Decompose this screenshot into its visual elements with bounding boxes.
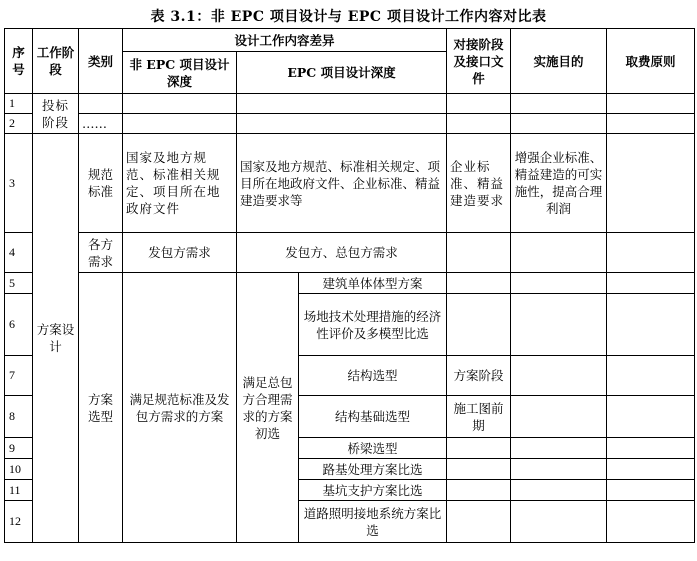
epc-scheme-item: 场地技术处理措施的经济性评价及多模型比选 xyxy=(299,294,447,356)
header-category: 类别 xyxy=(79,29,123,94)
empty-cell xyxy=(447,294,511,356)
category-standards: 规范标准 xyxy=(79,134,123,233)
interface-item: 施工图前期 xyxy=(447,396,511,438)
empty-cell xyxy=(511,294,607,356)
row-seq: 11 xyxy=(5,480,33,501)
header-epc-depth: EPC 项目设计深度 xyxy=(237,52,447,94)
empty-cell xyxy=(447,459,511,480)
empty-cell xyxy=(607,396,695,438)
row-seq: 1 xyxy=(5,94,33,114)
row-seq: 10 xyxy=(5,459,33,480)
epc-scheme-item: 结构基础选型 xyxy=(299,396,447,438)
empty-cell xyxy=(607,273,695,294)
header-purpose: 实施目的 xyxy=(511,29,607,94)
empty-cell xyxy=(607,501,695,543)
empty-cell xyxy=(511,273,607,294)
table-row xyxy=(5,273,695,294)
empty-cell xyxy=(511,356,607,396)
empty-cell xyxy=(447,94,511,114)
empty-cell xyxy=(511,114,607,134)
empty-cell xyxy=(607,459,695,480)
empty-cell xyxy=(79,94,123,114)
empty-cell xyxy=(511,480,607,501)
purpose-standards: 增强企业标准、精益建造的可实施性，提高合理利润 xyxy=(511,134,607,233)
row-seq: 12 xyxy=(5,501,33,543)
row-seq: 6 xyxy=(5,294,33,356)
epc-scheme-main: 满足总包方合理需求的方案初选 xyxy=(237,273,299,543)
category-scheme-selection: 方案选型 xyxy=(79,273,123,543)
table-row xyxy=(5,134,695,233)
comparison-table xyxy=(4,28,695,543)
header-stage: 工作阶段 xyxy=(33,29,79,94)
epc-requirements: 发包方、总包方需求 xyxy=(237,233,447,273)
empty-cell xyxy=(511,501,607,543)
row-seq: 8 xyxy=(5,396,33,438)
empty-cell xyxy=(511,438,607,459)
header-non-epc-depth: 非 EPC 项目设计深度 xyxy=(123,52,237,94)
row-seq: 3 xyxy=(5,134,33,233)
stage-bidding: 投标阶段 xyxy=(33,94,79,134)
empty-cell xyxy=(447,114,511,134)
stage-scheme-design: 方案设计 xyxy=(33,134,79,543)
empty-cell xyxy=(511,233,607,273)
empty-cell xyxy=(447,273,511,294)
empty-cell xyxy=(447,480,511,501)
epc-standards: 国家及地方规范、标准相关规定、项目所在地政府文件、企业标准、精益建造要求等 xyxy=(237,134,447,233)
empty-cell xyxy=(511,94,607,114)
header-seq: 序号 xyxy=(5,29,33,94)
empty-cell xyxy=(607,480,695,501)
empty-cell xyxy=(511,396,607,438)
empty-cell xyxy=(237,94,447,114)
row-seq: 2 xyxy=(5,114,33,134)
empty-cell xyxy=(123,94,237,114)
empty-cell xyxy=(511,459,607,480)
row-seq: 7 xyxy=(5,356,33,396)
empty-cell xyxy=(123,114,237,134)
non-epc-requirements: 发包方需求 xyxy=(123,233,237,273)
header-interface: 对接阶段及接口文件 xyxy=(447,29,511,94)
non-epc-standards: 国家及地方规范、标准相关规定、项目所在地政府文件 xyxy=(123,134,237,233)
empty-cell xyxy=(607,356,695,396)
category-ellipsis: …… xyxy=(79,114,123,134)
empty-cell xyxy=(607,134,695,233)
empty-cell xyxy=(607,94,695,114)
empty-cell xyxy=(237,114,447,134)
row-seq: 4 xyxy=(5,233,33,273)
table-row xyxy=(5,94,695,114)
epc-scheme-item: 结构选型 xyxy=(299,356,447,396)
row-seq: 5 xyxy=(5,273,33,294)
non-epc-scheme: 满足规范标准及发包方需求的方案 xyxy=(123,273,237,543)
epc-scheme-item: 桥梁选型 xyxy=(299,438,447,459)
header-principle: 取费原则 xyxy=(607,29,695,94)
empty-cell xyxy=(447,501,511,543)
interface-standards: 企业标准、精益建造要求 xyxy=(447,134,511,233)
row-seq: 9 xyxy=(5,438,33,459)
empty-cell xyxy=(447,438,511,459)
epc-scheme-item: 道路照明接地系统方案比选 xyxy=(299,501,447,543)
interface-item: 方案阶段 xyxy=(447,356,511,396)
empty-cell xyxy=(607,233,695,273)
table-caption: 表 3.1：非 EPC 项目设计与 EPC 项目设计工作内容对比表 xyxy=(150,9,547,25)
table-row xyxy=(5,114,695,134)
table-row xyxy=(5,233,695,273)
epc-scheme-item: 基坑支护方案比选 xyxy=(299,480,447,501)
category-requirements: 各方需求 xyxy=(79,233,123,273)
header-diff-group: 设计工作内容差异 xyxy=(123,29,447,52)
epc-scheme-item: 路基处理方案比选 xyxy=(299,459,447,480)
epc-scheme-item: 建筑单体体型方案 xyxy=(299,273,447,294)
empty-cell xyxy=(607,438,695,459)
empty-cell xyxy=(607,114,695,134)
empty-cell xyxy=(607,294,695,356)
empty-cell xyxy=(447,233,511,273)
